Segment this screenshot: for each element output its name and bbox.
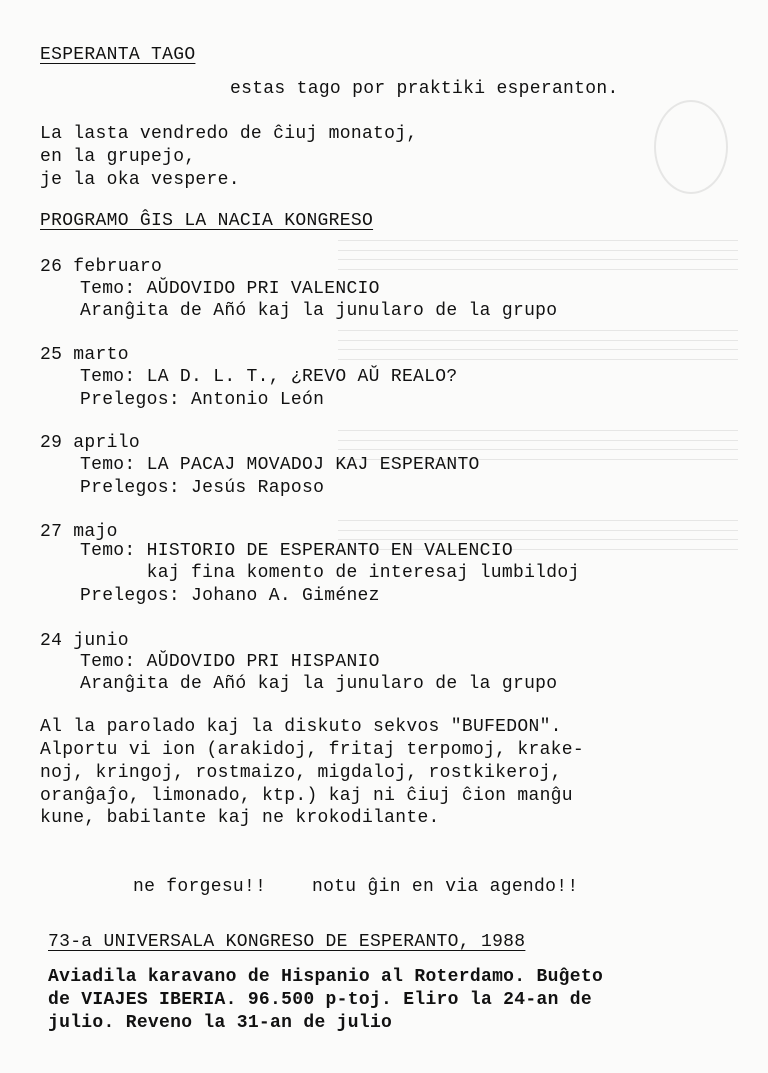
- meeting-line: La lasta vendredo de ĉiuj monatoj,: [40, 124, 418, 144]
- program-date: 25 marto: [40, 345, 129, 365]
- buffet-text-line: noj, kringoj, rostmaizo, migdaloj, rostkikeroj,: [40, 763, 562, 783]
- program-date: 27 majo: [40, 522, 118, 542]
- buffet-text-line: oranĝaĵo, limonado, ktp.) kaj ni ĉiuj ĉion manĝu: [40, 786, 573, 806]
- congress-heading: 73-a UNIVERSALA KONGRESO DE ESPERANTO, 1988: [48, 932, 526, 952]
- program-topic: Temo: LA D. L. T., ¿REVO AŬ REALO?: [80, 367, 458, 387]
- program-speaker: Prelegos: Johano A. Giménez: [80, 586, 380, 606]
- program-date: 29 aprilo: [40, 433, 140, 453]
- esperanta-tago-heading: ESPERANTA TAGO: [40, 45, 196, 65]
- program-date: 24 junio: [40, 631, 129, 651]
- program-topic: Temo: AŬDOVIDO PRI VALENCIO: [80, 279, 380, 299]
- program-speaker: Prelegos: Antonio León: [80, 390, 325, 410]
- program-topic: Temo: HISTORIO DE ESPERANTO EN VALENCIO: [80, 541, 513, 561]
- reverse-side-music-staff: [338, 240, 738, 270]
- congress-text-line: Aviadila karavano de Hispanio al Roterdamo. Buĝeto: [48, 967, 604, 987]
- program-topic: Temo: AŬDOVIDO PRI HISPANIO: [80, 652, 380, 672]
- meeting-line: en la grupejo,: [40, 147, 196, 167]
- buffet-text-line: Al la parolado kaj la diskuto sekvos "BUFEDON".: [40, 717, 562, 737]
- program-detail: Aranĝita de Añó kaj la junularo de la grupo: [80, 674, 558, 694]
- tagline: estas tago por praktiki esperanton.: [230, 79, 619, 99]
- program-topic-continued: kaj fina komento de interesaj lumbildoj: [80, 563, 580, 583]
- reverse-side-face-drawing: [654, 100, 728, 194]
- reminder-dont-forget: ne forgesu!!: [133, 877, 267, 897]
- reminder-note-agenda: notu ĝin en via agendo!!: [312, 877, 579, 897]
- congress-text-line: julio. Reveno la 31-an de julio: [48, 1013, 393, 1033]
- program-speaker: Prelegos: Jesús Raposo: [80, 478, 325, 498]
- reverse-side-music-staff: [338, 330, 738, 360]
- buffet-text-line: Alportu vi ion (arakidoj, fritaj terpomoj, krake-: [40, 740, 584, 760]
- program-heading: PROGRAMO ĜIS LA NACIA KONGRESO: [40, 211, 374, 231]
- buffet-text-line: kune, babilante kaj ne krokodilante.: [40, 808, 440, 828]
- program-date: 26 februaro: [40, 257, 163, 277]
- program-topic: Temo: LA PACAJ MOVADOJ KAJ ESPERANTO: [80, 455, 480, 475]
- congress-text-line: de VIAJES IBERIA. 96.500 p-toj. Eliro la 24-an de: [48, 990, 592, 1010]
- meeting-line: je la oka vespere.: [40, 170, 240, 190]
- program-detail: Aranĝita de Añó kaj la junularo de la grupo: [80, 301, 558, 321]
